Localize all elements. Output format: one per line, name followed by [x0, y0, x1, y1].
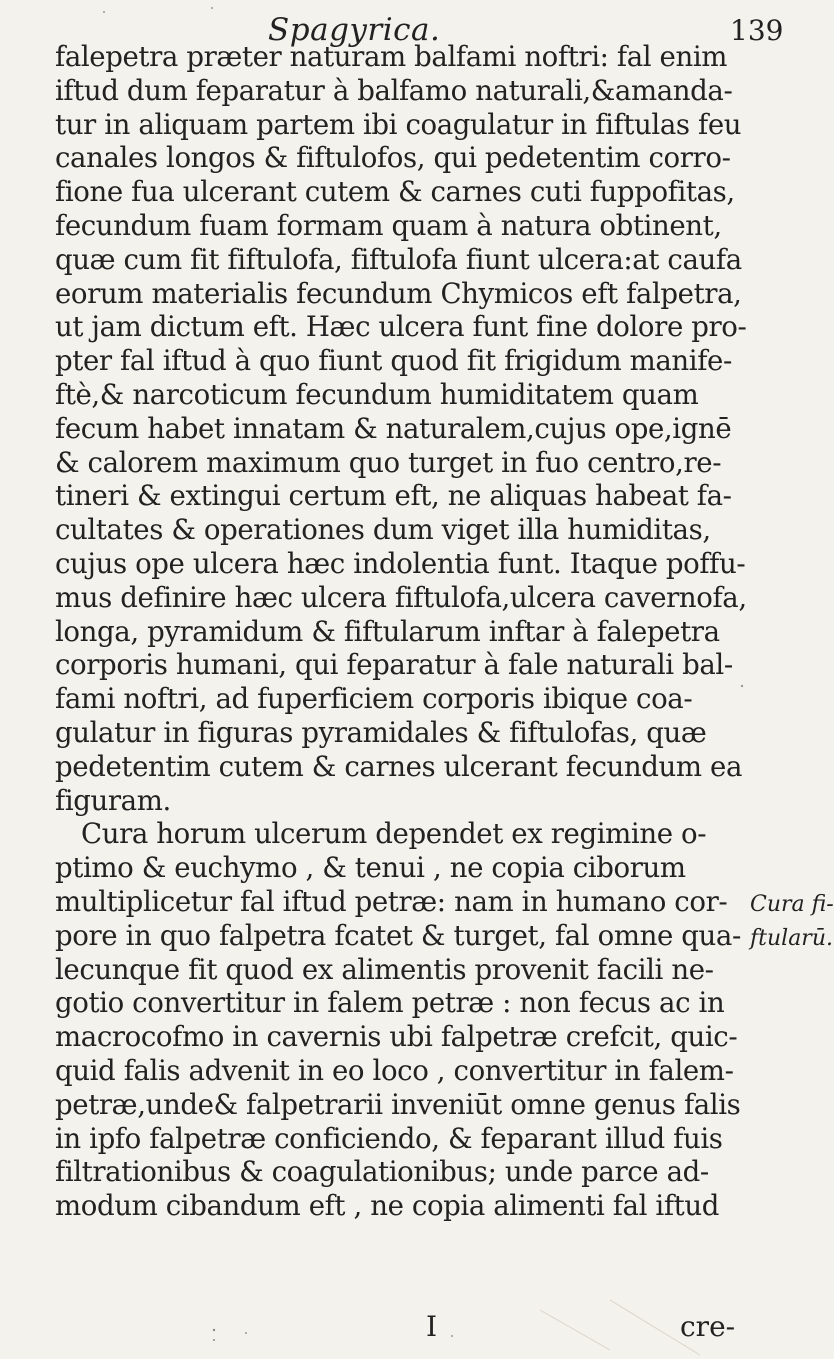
running-title: Spagyrica.: [268, 12, 441, 48]
text-line: lecunque fit quod ex alimentis provenit facili ne-: [55, 952, 714, 986]
text-line: ut jam dictum eft. Hæc ulcera funt fine dolore pro-: [55, 310, 747, 344]
margin-note-line: ftularū.: [750, 926, 833, 951]
text-line: & calorem maximum quo turget in fuo centro,re-: [55, 445, 722, 479]
text-line: fami noftri, ad fuperficiem corporis ibique coa-: [55, 682, 693, 716]
text-line: tineri & extingui certum eft, ne aliquas habeat fa-: [55, 479, 732, 513]
text-line: quid falis advenit in eo loco , convertitur in falem-: [55, 1053, 734, 1087]
text-line: gotio convertitur in falem petræ : non fecus ac in: [55, 986, 725, 1020]
margin-note-line: Cura fi-: [750, 892, 834, 917]
text-line: longa, pyramidum & fiftularum inftar à falepetra: [55, 614, 720, 648]
text-line: fione fua ulcerant cutem & carnes cuti fuppofitas,: [55, 175, 735, 209]
text-line: in ipfo falpetræ conficiendo, & feparant illud fuis: [55, 1121, 723, 1155]
text-line: gulatur in figuras pyramidales & fiftulofas, quæ: [55, 715, 707, 749]
speck: [213, 1329, 215, 1331]
speck: [451, 1335, 453, 1337]
text-line: canales longos & fiftulofos, qui pedetentim corro-: [55, 141, 731, 175]
text-line: iftud dum feparatur à balfamo naturali,&amanda-: [55, 73, 733, 107]
text-line: macrocofmo in cavernis ubi falpetræ crefcit, quic-: [55, 1020, 738, 1054]
text-line: multiplicetur fal iftud petræ: nam in humano cor-: [55, 884, 728, 918]
text-line: pore in quo falpetra fcatet & turget, fal omne qua-: [55, 918, 741, 952]
text-line: cujus ope ulcera hæc indolentia funt. Itaque poffu-: [55, 546, 746, 580]
text-line: falepetra præter naturam balfami noftri: fal enim: [55, 40, 728, 73]
margin-note: [750, 888, 834, 956]
text-line: modum cibandum eft , ne copia alimenti fal iftud: [55, 1189, 719, 1223]
page-number: 139: [730, 14, 784, 47]
text-line: corporis humani, qui feparatur à fale naturali bal-: [55, 648, 733, 682]
text-line: petræ,unde& falpetrarii inveniūt omne genus falis: [55, 1087, 741, 1121]
text-line: fecum habet innatam & naturalem,cujus ope,ignē: [55, 411, 732, 445]
text-line: figuram.: [55, 783, 171, 817]
text-line: eorum materialis fecundum Chymicos eft falpetra,: [55, 276, 742, 310]
text-line: filtrationibus & coagulationibus; unde parce ad-: [55, 1155, 709, 1189]
text-line: quæ cum fit fiftulofa, fiftulofa fiunt ulcera:at caufa: [55, 242, 742, 276]
text-line: fecundum fuam formam quam à natura obtinent,: [55, 208, 722, 242]
text-line: ftè,& narcoticum fecundum humiditatem quam: [55, 377, 699, 411]
text-line: mus definire hæc ulcera fiftulofa,ulcera cavernofa,: [55, 580, 747, 614]
text-line: tur in aliquam partem ibi coagulatur in fiftulas feu: [55, 107, 742, 141]
paragraph-start-line: Cura horum ulcerum dependet ex regimine o-: [81, 817, 707, 851]
catchword: cre-: [680, 1310, 736, 1343]
text-line: ptimo & euchymo , & tenui , ne copia ciborum: [55, 851, 686, 885]
signature-mark: I: [426, 1310, 438, 1343]
text-line: cultates & operationes dum viget illa humiditas,: [55, 513, 711, 547]
body-text: [55, 40, 745, 1223]
text-line: pter fal iftud à quo fiunt quod fit frigidum manife-: [55, 344, 732, 378]
speck: [245, 1332, 247, 1334]
text-line: pedetentim cutem & carnes ulcerant fecundum ea: [55, 749, 743, 783]
paper-crease: [540, 1310, 610, 1350]
speck: [213, 1339, 215, 1341]
